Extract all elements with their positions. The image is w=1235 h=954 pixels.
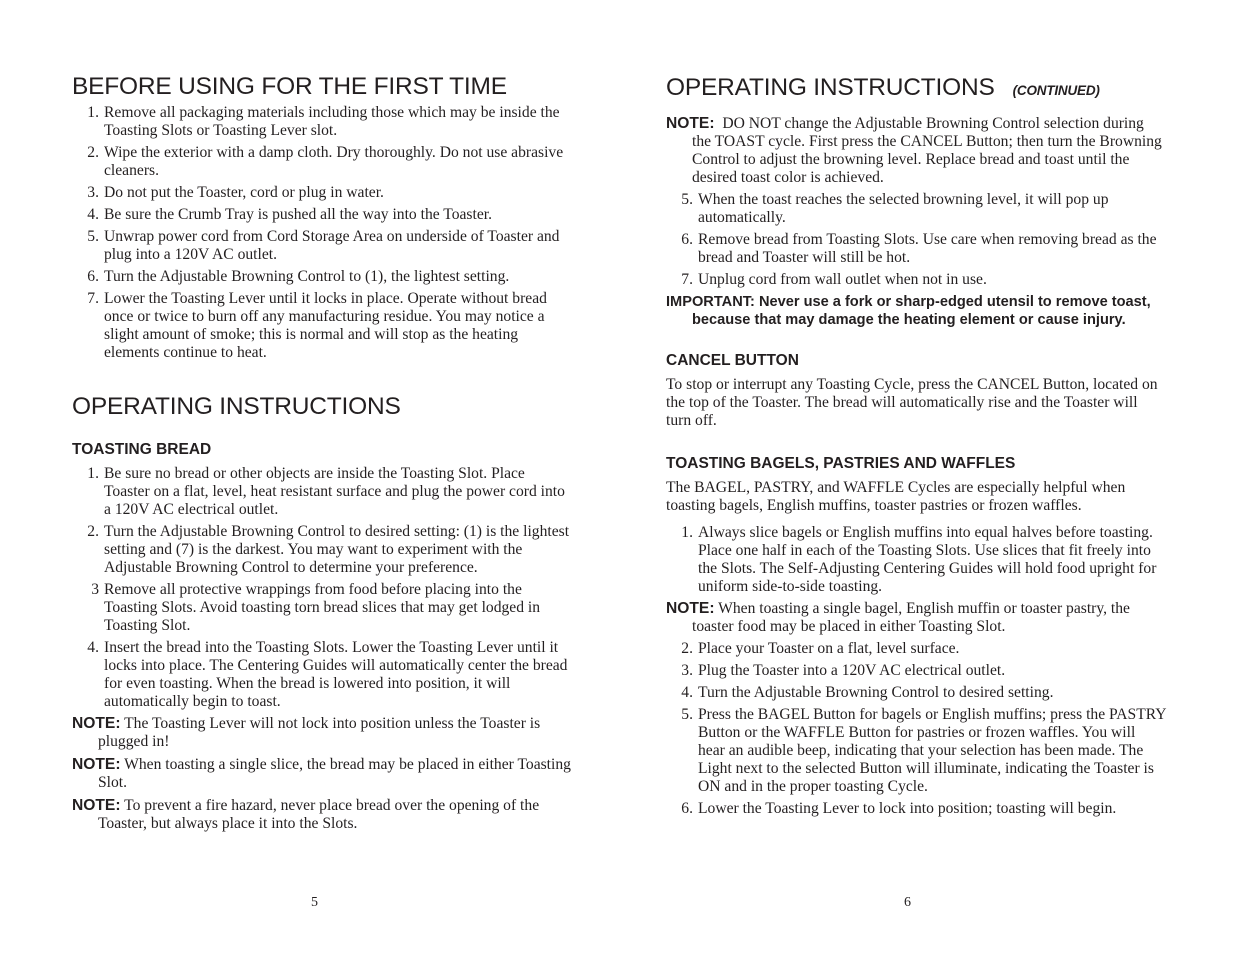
first-use-list	[72, 104, 572, 362]
list-item: 2. Wipe the exterior with a damp cloth. Dry thoroughly. Do not use abrasive cleaners.	[87, 144, 564, 179]
page-number: 5	[311, 895, 318, 910]
list-item: 6. Remove bread from Toasting Slots. Use care when removing bread as the bread and Toaster will still be hot.	[681, 231, 1157, 266]
toasting-bread-list	[72, 465, 572, 833]
list-item: 2. Turn the Adjustable Browning Control to desired setting: (1) is the lightest setting and (7) is the darkest. You may want to experiment with the Adjustable Browning Control to determine your preference.	[87, 523, 570, 576]
bagels-content	[666, 479, 1166, 818]
list-item: 1. Be sure no bread or other objects are inside the Toasting Slot. Place Toaster on a flat, level, heat resistant surface and plug the power cord into a 120V AC electrical outlet.	[87, 465, 565, 518]
important-warning: IMPORTANT: Never use a fork or sharp-edged utensil to remove toast, because that may damage the heating element or cause injury.	[666, 294, 1151, 328]
list-item: 5. Unwrap power cord from Cord Storage Area on underside of Toaster and plug into a 120V AC outlet.	[87, 228, 560, 263]
list-item: 1. Remove all packaging materials including those which may be inside the Toasting Slots or Toasting Lever slot.	[87, 104, 560, 139]
list-item: 5. When the toast reaches the selected browning level, it will pop up automatically.	[681, 191, 1109, 226]
list-item: 6. Turn the Adjustable Browning Control to (1), the lightest setting.	[87, 268, 510, 285]
list-item: 3. Plug the Toaster into a 120V AC electrical outlet.	[681, 662, 1006, 679]
note: NOTE: DO NOT change the Adjustable Browning Control selection during the TOAST cycle. First press the CANCEL Button; then turn the Browning Control to adjust the browning level. Replace bread and toast until the desired toast color is achieved.	[666, 115, 1162, 186]
list-item: 3 Remove all protective wrappings from food before placing into the Toasting Slots. Avoid toasting torn bread slices that may get lodged in Toasting Slot.	[91, 581, 541, 634]
bagels-intro: The BAGEL, PASTRY, and WAFFLE Cycles are especially helpful when toasting bagels, English muffins, toaster pastries or frozen waffles.	[666, 479, 1126, 514]
list-item: 4. Turn the Adjustable Browning Control to desired setting.	[681, 684, 1054, 701]
list-item: 7. Unplug cord from wall outlet when not in use.	[681, 271, 987, 288]
subsection-title-toasting-bread: TOASTING BREAD	[72, 441, 212, 458]
list-item: 2. Place your Toaster on a flat, level surface.	[681, 640, 960, 657]
note: NOTE: When toasting a single bagel, English muffin or toaster pastry, the toaster food may be placed in either Toasting Slot.	[666, 600, 1130, 635]
subsection-title-bagels: TOASTING BAGELS, PASTRIES AND WAFFLES	[666, 455, 1016, 472]
operating-continued-content	[666, 115, 1166, 329]
list-item: 5. Press the BAGEL Button for bagels or English muffins; press the PASTRY Button or the WAFFLE Button for pastries or frozen waffles. You will hear an audible beep, indicating that your selection has been made. The Light next to the selected Button will illuminate, indicating the Toaster is ON and in the proper toasting Cycle.	[681, 706, 1166, 795]
list-item: 1. Always slice bagels or English muffins into equal halves before toasting. Place one half in each of the Toasting Slots. Use slices that fit freely into the Slots. The Self-Adjusting Centering Guides will hold food upright for uniform side-to-side toasting.	[681, 524, 1157, 595]
subsection-title-cancel: CANCEL BUTTON	[666, 352, 799, 369]
page-number: 6	[904, 895, 911, 910]
list-item: 7. Lower the Toasting Lever until it locks in place. Operate without bread once or twice to burn off any manufacturing residue. You may notice a slight amount of smoke; this is normal and will stop as the heating elements continue to heat.	[87, 290, 547, 361]
note: NOTE: When toasting a single slice, the bread may be placed in either Toasting Slot.	[72, 756, 571, 791]
section-title-operating: OPERATING INSTRUCTIONS	[72, 393, 401, 420]
continued-label: (CONTINUED)	[1012, 83, 1100, 98]
note: NOTE: The Toasting Lever will not lock into position unless the Toaster is plugged in!	[72, 715, 541, 750]
list-item: 6. Lower the Toasting Lever to lock into position; toasting will begin.	[681, 800, 1117, 817]
section-title-first-use: BEFORE USING FOR THE FIRST TIME	[72, 73, 507, 100]
section-title-operating-continued: OPERATING INSTRUCTIONS (CONTINUED)	[666, 74, 1100, 101]
list-item: 4. Insert the bread into the Toasting Slots. Lower the Toasting Lever until it locks into place. The Centering Guides will automatically center the bread for even toasting. When the bread is lowered into position, it will automatically begin to toast.	[87, 639, 568, 710]
list-item: 4. Be sure the Crumb Tray is pushed all the way into the Toaster.	[87, 206, 492, 223]
note: NOTE: To prevent a fire hazard, never place bread over the opening of the Toaster, but always place it into the Slots.	[72, 797, 540, 832]
list-item: 3. Do not put the Toaster, cord or plug in water.	[87, 184, 384, 201]
cancel-description: To stop or interrupt any Toasting Cycle, press the CANCEL Button, located on the top of the Toaster. The bread will automatically rise and the Toaster will turn off.	[666, 376, 1158, 429]
